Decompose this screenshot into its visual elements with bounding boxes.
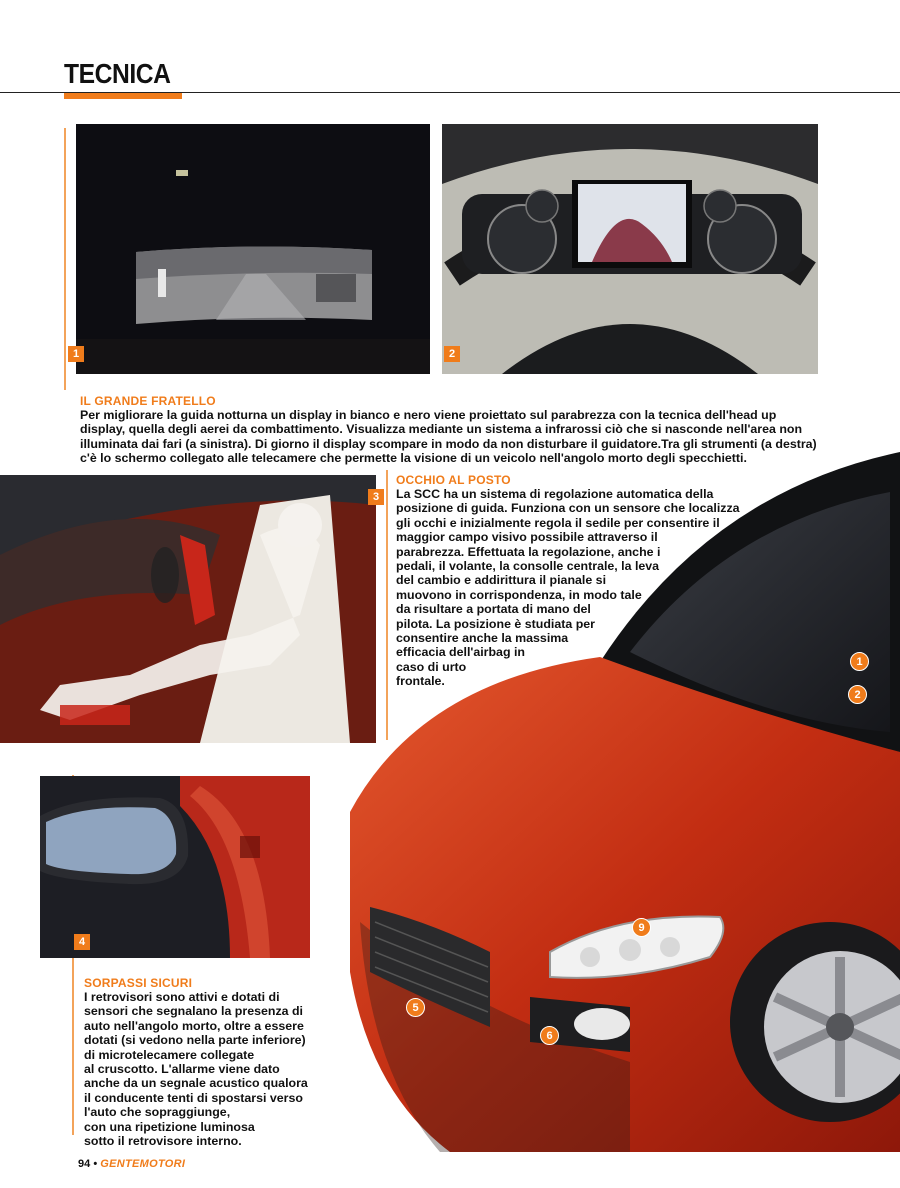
caption-line: parabrezza. Effettuata la regolazione, anche i [396,544,661,559]
title-underline [64,93,182,99]
caption-line: sensori che segnalano la presenza di [84,1004,303,1019]
caption-title: IL GRANDE FRATELLO [80,394,216,408]
caption-line: del cambio e addirittura il pianale si [396,573,607,588]
badge-photo-1: 1 [68,346,84,362]
caption-line: display, quella degli aerei da combattimento. Visualizza mediante un sistema a infrarossi ciò che si nasconde nell'area non [80,422,803,437]
photo-side-mirror [40,776,310,958]
caption-line: auto nell'angolo morto, oltre a essere [84,1018,304,1033]
caption-line: La SCC ha un sistema di regolazione automatica della [396,487,714,501]
footer-bullet: • [93,1158,98,1170]
photo-instrument-cluster [442,124,818,374]
caption-line: al cruscotto. L'allarme viene dato [84,1062,280,1077]
caption-line: l'auto che sopraggiunge, [84,1105,231,1120]
caption-line: frontale. [396,674,445,689]
car-badge-9: 9 [632,918,651,937]
caption-line: c'è lo schermo collegato alle telecamere che permette la visione di un veicolo nell'angolo morto degli specchietti. [80,451,747,466]
section-title: TECNICA [64,58,171,89]
car-badge-1: 1 [850,652,869,671]
car-badge-6: 6 [540,1026,559,1045]
car-badge-2: 2 [848,685,867,704]
caption-line: pedali, il volante, la consolle centrale, la leva [396,559,660,574]
caption-line: posizione di guida. Funziona con un sensore che localizza [396,501,740,516]
page-footer [78,1158,185,1170]
caption-line: Per migliorare la guida notturna un display in bianco e nero viene proiettato sul parabrezza con la tecnica dell'head up [80,408,777,422]
page-number: 94 [78,1158,91,1170]
badge-photo-4: 4 [74,934,90,950]
caption-line: muovono in corrispondenza, in modo tale [396,587,642,602]
caption-line: il conducente tenti di spostarsi verso [84,1090,303,1105]
magazine-brand: GENTEMOTORI [100,1158,186,1170]
caption-line: consentire anche la massima [396,631,569,646]
photo-car-front [330,452,900,1152]
caption-line: con una ripetizione luminosa [84,1119,255,1134]
caption-line: da risultare a portata di mano del [396,602,591,617]
caption-line: pilota. La posizione è studiata per [396,616,595,631]
caption-line: caso di urto [396,659,467,674]
car-badge-5: 5 [406,998,425,1017]
photo-driving-position [0,475,380,743]
caption-line: maggior campo visivo possibile attraverso il [396,530,658,545]
caption-title: OCCHIO AL POSTO [396,473,511,487]
caption-sorpassi-sicuri [84,976,344,1148]
badge-photo-2: 2 [444,346,460,362]
caption-line: sotto il retrovisore interno. [84,1134,242,1149]
caption-line: efficacia dell'airbag in [396,645,525,660]
photo-night-vision [72,124,430,374]
caption-title: SORPASSI SICURI [84,976,193,990]
caption-line: illuminata dai fari (a sinistra). Di giorno il display scompare in modo da non disturbare il guidatore.Tra gli strumenti (a destra) [80,436,817,451]
badge-photo-3: 3 [368,489,384,505]
guide-line-left [64,128,66,390]
caption-line: I retrovisori sono attivi e dotati di [84,990,280,1004]
caption-line: gli occhi e inizialmente regola il sedile per consentire il [396,515,720,530]
caption-line: anche da un segnale acustico qualora [84,1076,308,1091]
caption-line: di microtelecamere collegate [84,1047,255,1062]
caption-line: dotati (si vedono nella parte inferiore) [84,1033,306,1048]
